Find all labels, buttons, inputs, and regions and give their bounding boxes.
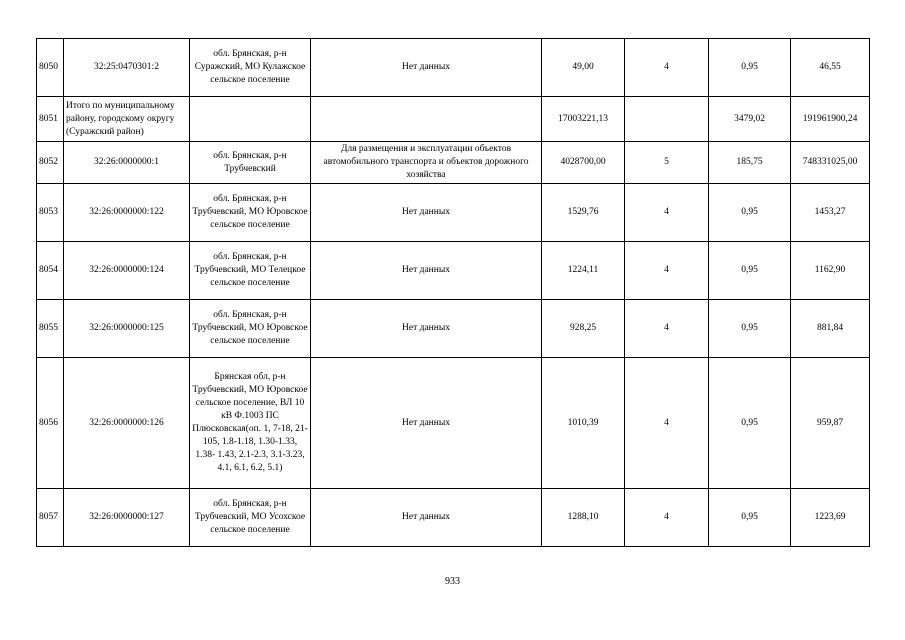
page-number: 933 <box>445 576 460 587</box>
group: 4 <box>625 39 709 97</box>
group: 4 <box>625 242 709 300</box>
location: обл. Брянская, р-н Трубчевский, МО Телецкое сельское поселение <box>190 242 311 300</box>
location: обл. Брянская, р-н Трубчевский <box>190 142 311 184</box>
row-number: 8050 <box>37 39 64 97</box>
row-number: 8053 <box>37 184 64 242</box>
coefficient: 0,95 <box>709 489 791 547</box>
coefficient: 3479,02 <box>709 97 791 142</box>
permitted-use: Нет данных <box>311 358 542 489</box>
cadastral-number: 32:25:0470301:2 <box>64 39 190 97</box>
row-number: 8051 <box>37 97 64 142</box>
cadastral-number: 32:26:0000000:126 <box>64 358 190 489</box>
cadastral-number: 32:26:0000000:127 <box>64 489 190 547</box>
table-row <box>37 97 870 142</box>
location: обл. Брянская, р-н Трубчевский, МО Юровское сельское поселение <box>190 300 311 358</box>
group: 4 <box>625 489 709 547</box>
total: 46,55 <box>791 39 870 97</box>
total: 1162,90 <box>791 242 870 300</box>
location: Брянская обл, р-н Трубчевский, МО Юровское сельское поселение, ВЛ 10 кВ Ф.1003 ПС Плюсковская(оп. 1, 7-18, 21-105, 1.8-1.18, 1.30-1.33, 1.38- 1.43, 2.1-2.3, 3.1-3.23, 4.1, 6.1, 6.2, 5.1) <box>190 358 311 489</box>
cadastral-number: 32:26:0000000:122 <box>64 184 190 242</box>
permitted-use: Нет данных <box>311 489 542 547</box>
value: 1529,76 <box>542 184 625 242</box>
value: 1010,39 <box>542 358 625 489</box>
permitted-use: Нет данных <box>311 39 542 97</box>
group <box>625 97 709 142</box>
table-row <box>37 358 870 489</box>
cadastral-number: 32:26:0000000:125 <box>64 300 190 358</box>
subtotal-label: Итого по муниципальному району, городскому округу (Суражский район) <box>64 97 190 142</box>
table-row <box>37 489 870 547</box>
row-number: 8055 <box>37 300 64 358</box>
table-row <box>37 142 870 184</box>
total: 881,84 <box>791 300 870 358</box>
location: обл. Брянская, р-н Суражский, МО Кулажское сельское поселение <box>190 39 311 97</box>
permitted-use: Нет данных <box>311 300 542 358</box>
value: 49,00 <box>542 39 625 97</box>
location: обл. Брянская, р-н Трубчевский, МО Усохское сельское поселение <box>190 489 311 547</box>
value: 1224,11 <box>542 242 625 300</box>
cadastral-number: 32:26:0000000:1 <box>64 142 190 184</box>
value: 1288,10 <box>542 489 625 547</box>
coefficient: 0,95 <box>709 300 791 358</box>
table-row <box>37 300 870 358</box>
permitted-use: Для размещения и эксплуатации объектов автомобильного транспорта и объектов дорожного хозяйства <box>311 142 542 184</box>
coefficient: 185,75 <box>709 142 791 184</box>
cadastral-number: 32:26:0000000:124 <box>64 242 190 300</box>
total: 748331025,00 <box>791 142 870 184</box>
permitted-use: Нет данных <box>311 184 542 242</box>
row-number: 8054 <box>37 242 64 300</box>
permitted-use: Нет данных <box>311 242 542 300</box>
total: 1223,69 <box>791 489 870 547</box>
coefficient: 0,95 <box>709 39 791 97</box>
row-number: 8056 <box>37 358 64 489</box>
value: 4028700,00 <box>542 142 625 184</box>
permitted-use <box>311 97 542 142</box>
row-number: 8057 <box>37 489 64 547</box>
coefficient: 0,95 <box>709 242 791 300</box>
group: 4 <box>625 358 709 489</box>
total: 959,87 <box>791 358 870 489</box>
table-row <box>37 184 870 242</box>
location: обл. Брянская, р-н Трубчевский, МО Юровское сельское поселение <box>190 184 311 242</box>
row-number: 8052 <box>37 142 64 184</box>
table-row <box>37 39 870 97</box>
total: 191961900,24 <box>791 97 870 142</box>
location <box>190 97 311 142</box>
group: 5 <box>625 142 709 184</box>
total: 1453,27 <box>791 184 870 242</box>
coefficient: 0,95 <box>709 184 791 242</box>
value: 17003221,13 <box>542 97 625 142</box>
group: 4 <box>625 184 709 242</box>
value: 928,25 <box>542 300 625 358</box>
group: 4 <box>625 300 709 358</box>
table-row <box>37 242 870 300</box>
land-register-table <box>36 38 870 547</box>
coefficient: 0,95 <box>709 358 791 489</box>
